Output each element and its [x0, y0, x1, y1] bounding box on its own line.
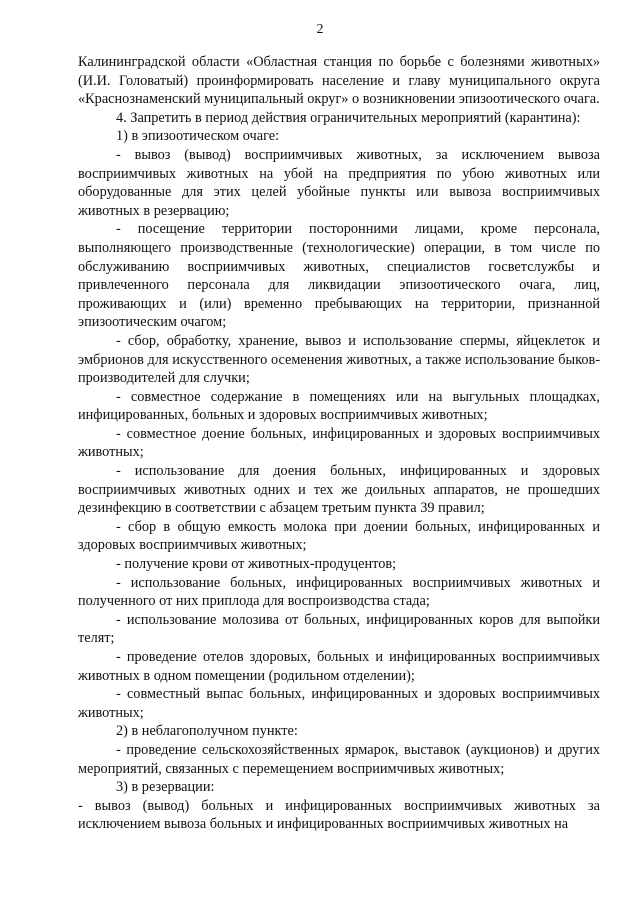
list-item-reservation-export: - вывоз (вывод) больных и инфицированных восприимчивых животных за исключением вывоза больных и инфицированных восприимчивых животных на	[78, 797, 600, 833]
list-item-calving: - проведение отелов здоровых, больных и инфицированных восприимчивых животных в одном помещении (родильном отделении);	[78, 649, 600, 684]
list-item-grazing: - совместный выпас больных, инфицированных и здоровых восприимчивых животных;	[78, 686, 600, 721]
paragraph-clause-4: 4. Запретить в период действия ограничительных мероприятий (карантина):	[116, 109, 581, 126]
list-item-joint-housing: - совместное содержание в помещениях или на выгульных площадках, инфицированных, больных и здоровых восприимчивых животных;	[78, 388, 600, 424]
paragraph-subclause-1: 1) в эпизоотическом очаге:	[116, 128, 280, 145]
list-item-joint-milking: - совместное доение больных, инфицированных и здоровых восприимчивых животных;	[78, 425, 600, 461]
list-item-export: - вывоз (вывод) восприимчивых животных, за исключением вывоза восприимчивых животных на убой на предприятия по убою животных или оборудованные для этих целей убойные пункты или вывоза восприимчивых животных в резервацию;	[78, 146, 600, 219]
paragraph-subclause-2: 2) в неблагополучном пункте:	[116, 723, 298, 740]
document-body	[78, 53, 600, 834]
list-item-colostrum: - использование молозива от больных, инфицированных коров для выпойки телят;	[78, 611, 600, 647]
list-item-fairs: - проведение сельскохозяйственных ярмарок, выставок (аукционов) и других мероприятий, связанных с перемещением восприимчивых животных;	[78, 741, 600, 777]
list-item-visits: - посещение территории посторонними лицами, кроме персонала, выполняющего производственные (технологические) операции, в том числе по обслуживанию восприимчивых животных, специалистов госветслужбы и привлеченного персонала для ликвидации эпизоотического очага, лиц, проживающих и (или) временно пребывающих на территории, признанной эпизоотическим очагом;	[78, 221, 600, 331]
paragraph-subclause-3: 3) в резервации:	[116, 779, 215, 796]
paragraph-intro: Калининградской области «Областная станция по борьбе с болезнями животных» (И.И. Головатый) проинформировать население и главу муниципального округа «Краснознаменский муниципальный округ» о возникновении эпизоотического очага.	[78, 54, 600, 108]
list-item-blood: - получение крови от животных-продуцентов;	[116, 556, 397, 573]
list-item-sperm: - сбор, обработку, хранение, вывоз и использование спермы, яйцеклеток и эмбрионов для искусственного осеменения животных, а также использование быков-производителей для случки;	[78, 332, 600, 387]
list-item-milk-collection: - сбор в общую емкость молока при доении больных, инфицированных и здоровых восприимчивых животных;	[78, 518, 600, 554]
page-number: 2	[316, 22, 324, 37]
list-item-milking-machines: - использование для доения больных, инфицированных и здоровых восприимчивых животных одних и тех же доильных аппаратов, не прошедших дезинфекцию в соответствии с абзацем третьим пункта 39 правил;	[78, 463, 600, 517]
list-item-reproduction: - использование больных, инфицированных восприимчивых животных и полученного от них приплода для воспроизводства стада;	[78, 574, 600, 610]
